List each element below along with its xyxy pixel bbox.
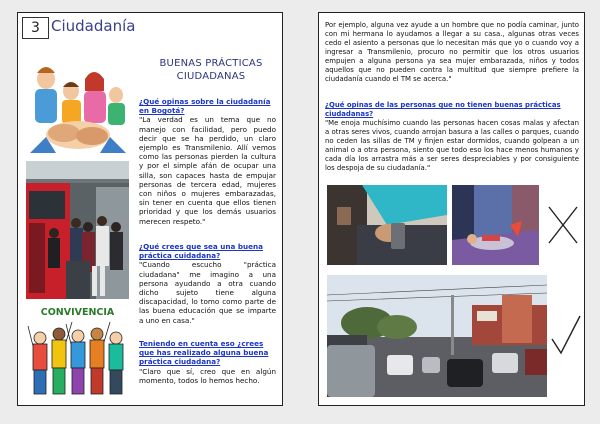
answer-ciudadania-bogota: "La verdad es un tema que no manejo con facilidad, pero puedo decir que se ha perdido, un claro ejemplo es Transmilenio. Allí vemos como las personas pierden la cultura y por el simple afán de ocupar una silla, son capaces hasta de empujar personas de tercera edad, mujeres con niños o mujeres embarazadas, sin tener en cuenta que ellos tienen prioridad y que los demás usuarios merecen respeto." — [139, 115, 276, 226]
transmilenio-crowd-photo — [26, 161, 129, 299]
page-title: Ciudadanía — [51, 17, 136, 35]
answer-buena-practica: "Cuando escucho "práctica ciudadana" me imagino a una persona ayudando a otra cuando dicho sujeto tiene alguna discapacidad, lo tomo como parte de las buena educación que se imparte a uno en casa." — [139, 260, 276, 325]
cross-mark-icon — [545, 203, 581, 247]
person-on-street-photo — [452, 185, 539, 265]
answer-realizado-practica: "Claro que sí, creo que en algún momento, todos lo hemos hecho. — [139, 366, 276, 385]
left-page — [17, 12, 283, 406]
section-heading: BUENAS PRÁCTICAS CIUDADANAS — [159, 58, 263, 82]
man-with-phone-photo — [327, 185, 447, 265]
check-mark-icon — [549, 313, 583, 357]
right-page — [318, 12, 585, 406]
convivencia-illustration — [26, 304, 129, 401]
family-handshake-illustration — [26, 57, 129, 155]
question-ciudadania-bogota: ¿Qué opinas sobre la ciudadanía en Bogotá? — [139, 97, 271, 116]
question-buena-practica: ¿Qué crees que sea una buena práctica cuidadana? — [139, 242, 263, 261]
answer-malas-practicas: "Me enoja muchísimo cuando las personas hacen cosas malas y afectan a otras seres vivos, cuando arrojan basura a las calles o parques, cuando no ceden las sillas de TM y finjen estar dormidos, cuando golpean a un animal o a otra persona, siento que todo eso los hace menos humanos y cada día los arrastra más a ser seres despreciables y por consiguiente los despoja de su ciudadanía." — [325, 119, 579, 172]
convivencia-label: CONVIVENCIA — [40, 307, 115, 318]
page-number: 3 — [22, 17, 49, 39]
paragraph-example: Por ejemplo, alguna vez ayude a un hombre que no podía caminar, junto con mi hermana lo ayudamos a llegar a su casa., algunas otras veces cedo el asiento a personas que lo necesitan más que yo o cuando voy a ingresar a Transmilenio, procuro no permitir que los otros usuarios empujen a alguna persona ya sea mujer embarazada, niños y todos aquellos que no pueden contra la multitud que siempre prefiere la ciudadanía cuando el TM se acerca." — [325, 21, 579, 83]
traffic-street-photo — [327, 275, 547, 397]
question-realizado-practica: Teniendo en cuenta eso ¿crees que has realizado alguna buena práctica ciudadana? — [139, 339, 269, 367]
question-malas-practicas: ¿Qué opinas de las personas que no tienen buenas prácticas ciudadanas? — [325, 101, 561, 118]
